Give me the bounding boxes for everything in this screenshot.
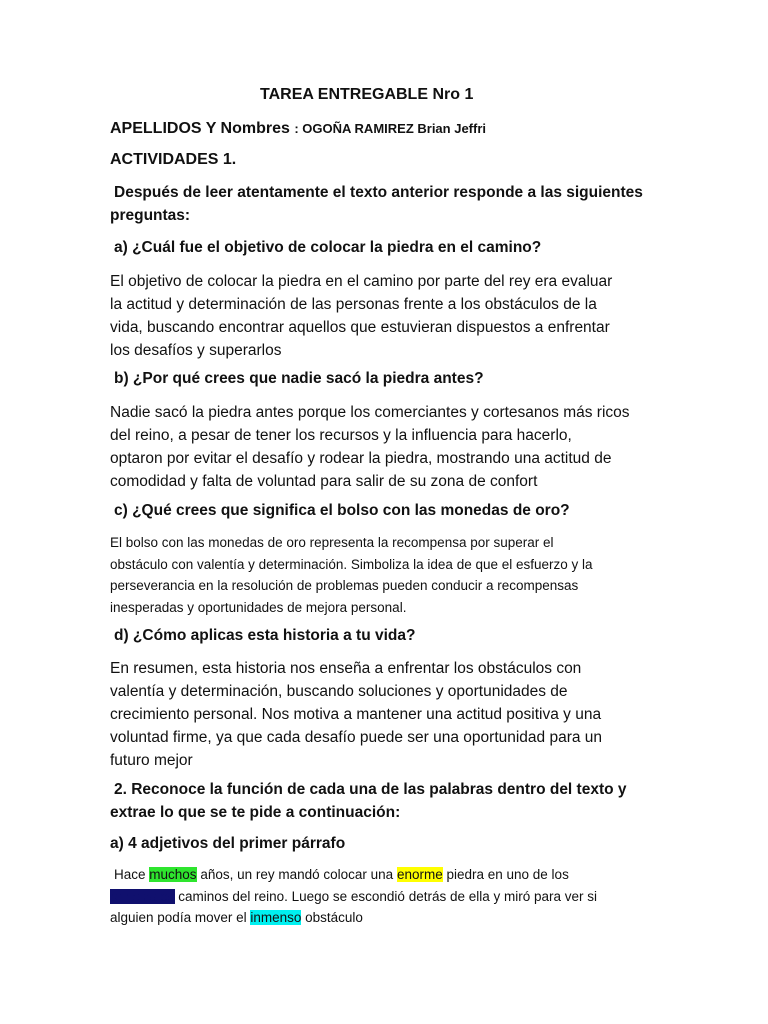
question-c: c) ¿Qué crees que significa el bolso con las monedas de oro? xyxy=(114,502,570,519)
answer-b-line: comodidad y falta de voluntad para salir de su zona de confort xyxy=(110,473,538,490)
answer-c-line: inesperadas y oportunidades de mejora personal. xyxy=(110,599,407,615)
answer-c-line: El bolso con las monedas de oro representa la recompensa por superar el xyxy=(110,535,554,550)
section-2-line-2: extrae lo que se te pide a continuación: xyxy=(110,804,401,821)
question-b: b) ¿Por qué crees que nadie sacó la piedra antes? xyxy=(114,370,484,387)
answer-a-line: la actitud y determinación de las personas frente a los obstáculos de la xyxy=(110,296,597,313)
excerpt-text: obstáculo xyxy=(301,910,363,925)
answer-a-line: vida, buscando encontrar aquellos que estuvieran dispuestos a enfrentar xyxy=(110,319,610,336)
highlighted-adjective: principales xyxy=(110,888,175,904)
question-d: d) ¿Cómo aplicas esta historia a tu vida? xyxy=(114,627,416,644)
answer-d xyxy=(110,657,670,772)
answer-c-line: perseverancia en la resolución de problemas pueden conducir a recompensas xyxy=(110,578,579,593)
answer-c xyxy=(110,532,670,618)
excerpt-text: piedra en uno de los xyxy=(442,867,569,882)
name-heading xyxy=(110,120,486,138)
instruction-line-2: preguntas: xyxy=(110,207,191,224)
subsection-a-heading: a) 4 adjetivos del primer párrafo xyxy=(110,835,346,852)
excerpt-line-1 xyxy=(110,864,670,886)
answer-a-line: El objetivo de colocar la piedra en el camino por parte del rey era evaluar xyxy=(110,273,613,290)
answer-d-line: En resumen, esta historia nos enseña a enfrentar los obstáculos con xyxy=(110,660,582,677)
highlighted-adjective: enorme xyxy=(396,867,443,882)
name-value: : OGOÑA RAMIREZ Brian Jeffri xyxy=(294,121,487,136)
answer-d-line: crecimiento personal. Nos motiva a mantener una actitud positiva y una xyxy=(110,706,602,723)
excerpt-line-3 xyxy=(110,907,670,929)
highlighted-adjective: muchos xyxy=(149,867,197,882)
excerpt-text: caminos del reino. Luego se escondió detrás de ella y miró para ver si xyxy=(174,888,598,904)
answer-b-line: Nadie sacó la piedra antes porque los comerciantes y cortesanos más ricos xyxy=(110,404,630,421)
question-a: a) ¿Cuál fue el objetivo de colocar la piedra en el camino? xyxy=(114,239,542,256)
excerpt-text: años, un rey mandó colocar una xyxy=(196,867,397,882)
answer-a xyxy=(110,270,670,362)
answer-d-line: voluntad firme, ya que cada desafío puede ser una oportunidad para un xyxy=(110,729,603,746)
answer-b-line: del reino, a pesar de tener los recursos y la influencia para hacerlo, xyxy=(110,427,572,444)
answer-b xyxy=(110,401,670,493)
activities-heading: ACTIVIDADES 1. xyxy=(110,151,237,168)
instruction-line-1: Después de leer atentamente el texto anterior responde a las siguientes xyxy=(114,184,643,201)
document-title: TAREA ENTREGABLE Nro 1 xyxy=(260,86,474,103)
highlighted-excerpt xyxy=(110,864,670,929)
answer-a-line: los desafíos y superarlos xyxy=(110,342,282,359)
name-label: APELLIDOS Y Nombres xyxy=(110,120,290,137)
answer-d-line: futuro mejor xyxy=(110,752,193,769)
highlighted-adjective: inmenso xyxy=(250,910,302,925)
excerpt-text: alguien podía mover el xyxy=(110,910,251,925)
answer-b-line: optaron por evitar el desafío y rodear la piedra, mostrando una actitud de xyxy=(110,450,612,467)
section-2-line-1: 2. Reconoce la función de cada una de las palabras dentro del texto y xyxy=(114,781,627,798)
excerpt-text: Hace xyxy=(114,867,150,882)
answer-d-line: valentía y determinación, buscando soluciones y oportunidades de xyxy=(110,683,568,700)
answer-c-line: obstáculo con valentía y determinación. Simboliza la idea de que el esfuerzo y la xyxy=(110,556,593,572)
excerpt-line-2 xyxy=(110,886,670,908)
